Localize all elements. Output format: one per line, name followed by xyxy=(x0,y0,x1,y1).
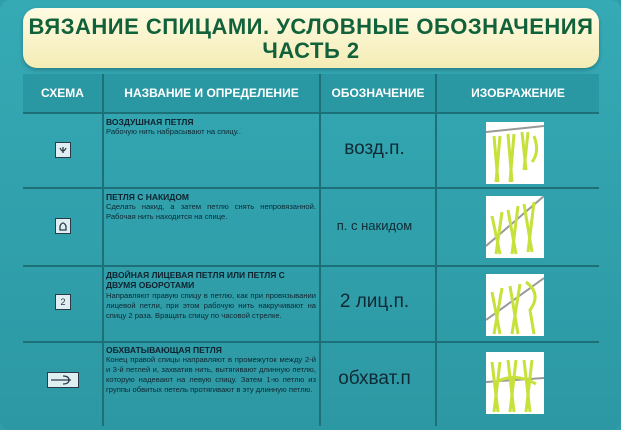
row-description: Конец правой спицы направляют в промежуток между 2-й и 3-й петлей и, захватив нить, вытягивают длинную петлю, которую надевают на левую спицу. Затем 1-ю петлю из группы обвитых петель протягивают в эту длинную петлю. xyxy=(106,355,316,394)
row-title: ОБХВАТЫВАЮЩАЯ ПЕТЛЯ xyxy=(106,345,222,355)
knitting-illustration xyxy=(486,274,544,336)
wrapping-loop-symbol-icon xyxy=(47,372,79,388)
row-title: ВОЗДУШНАЯ ПЕТЛЯ xyxy=(106,117,194,127)
column-divider xyxy=(102,74,104,426)
header-image: ИЗОБРАЖЕНИЕ xyxy=(437,74,599,114)
knitting-illustration xyxy=(486,352,544,414)
row-description: Направляют правую спицу в петлю, как при провязывании лицевой петли, при этом рабочую нить накручивают на спицу 2 раза. Вращать спицу по часовой стрелке. xyxy=(106,291,316,320)
header-notation: ОБОЗНАЧЕНИЕ xyxy=(321,74,435,114)
air-loop-symbol-icon xyxy=(55,142,71,158)
row-notation: 2 лиц.п. xyxy=(339,291,410,312)
header-schema: СХЕМА xyxy=(23,74,102,114)
title-banner xyxy=(23,8,599,68)
page-subtitle: ЧАСТЬ 2 xyxy=(262,38,360,63)
knitting-illustration xyxy=(486,122,544,184)
column-divider xyxy=(319,74,321,426)
row-description: Рабочую нить набрасывают на спицу.. xyxy=(106,127,242,136)
double-knit-loop-symbol-icon: 2 xyxy=(55,294,71,310)
row-description: Сделать накид, а затем петлю снять непровязанной. Рабочая нить находится на спице. xyxy=(106,202,316,221)
row-notation: п. с накидом xyxy=(336,218,413,233)
row-title: ДВОЙНАЯ ЛИЦЕВАЯ ПЕТЛЯ ИЛИ ПЕТЛЯ С ДВУМЯ ОБОРОТАМИ xyxy=(106,270,285,290)
knitting-illustration xyxy=(486,196,544,258)
symbols-table xyxy=(23,74,599,426)
yarn-over-loop-symbol-icon xyxy=(55,218,71,234)
row-notation: обхват.п xyxy=(338,368,411,389)
header-name: НАЗВАНИЕ И ОПРЕДЕЛЕНИЕ xyxy=(104,74,319,114)
row-title: ПЕТЛЯ С НАКИДОМ xyxy=(106,192,190,202)
page-title: ВЯЗАНИЕ СПИЦАМИ. УСЛОВНЫЕ ОБОЗНАЧЕНИЯ xyxy=(28,14,594,39)
row-notation: возд.п. xyxy=(344,138,405,159)
column-divider xyxy=(435,74,437,426)
